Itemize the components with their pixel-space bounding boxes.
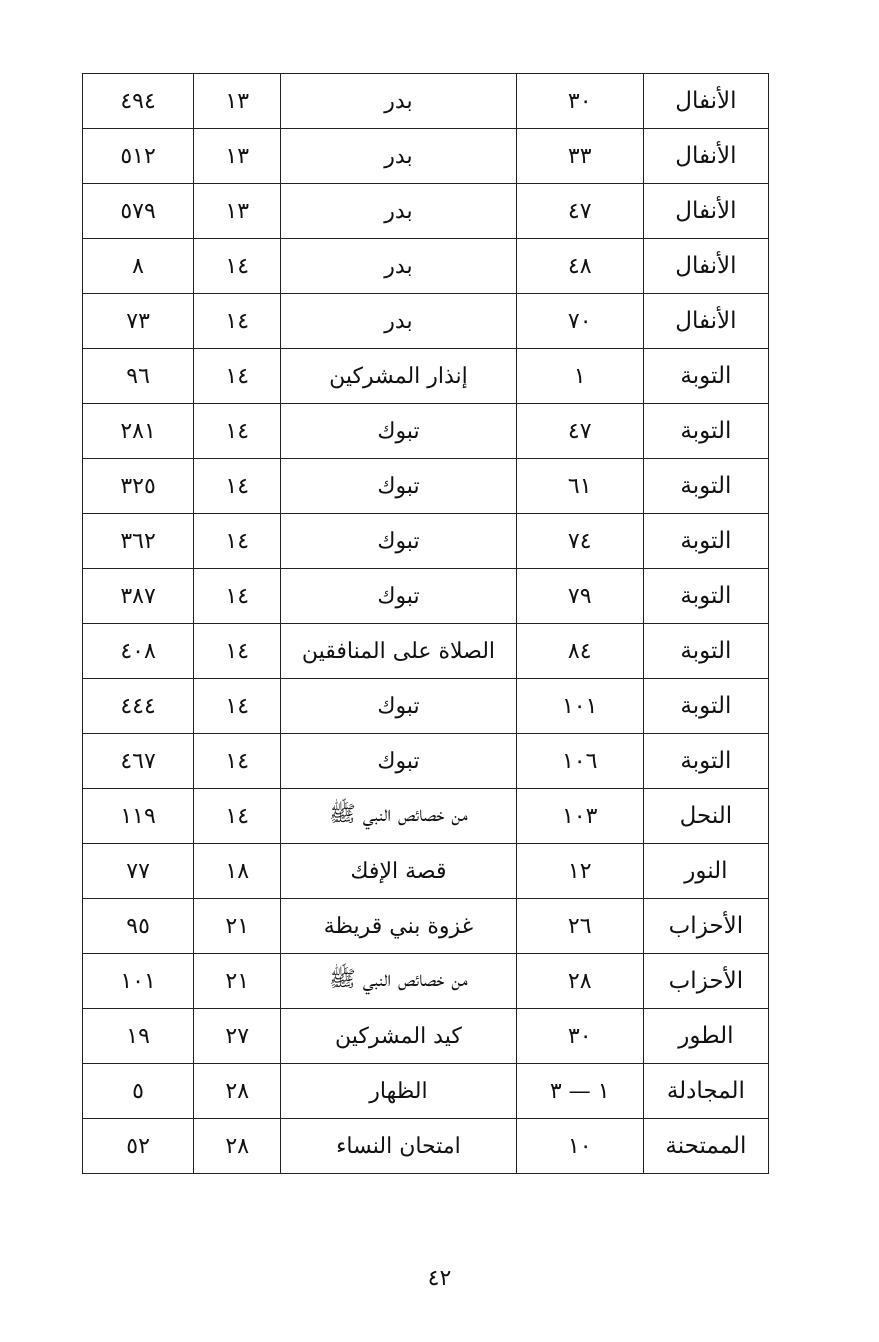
table-row (83, 239, 769, 294)
part-cell: ١٤ (194, 679, 281, 734)
surah-cell: التوبة (643, 569, 768, 624)
table-row (83, 734, 769, 789)
verse-cell: ١٠٦ (516, 734, 643, 789)
table-row (83, 789, 769, 844)
verse-cell: ٤٧ (516, 404, 643, 459)
verse-cell: ١٠٣ (516, 789, 643, 844)
surah-cell: الأنفال (643, 74, 768, 129)
surah-cell: التوبة (643, 349, 768, 404)
event-cell: تبوك (281, 404, 516, 459)
table-row (83, 349, 769, 404)
part-cell: ١٨ (194, 844, 281, 899)
page-cell: ٧٣ (83, 294, 194, 349)
event-cell: تبوك (281, 569, 516, 624)
verse-cell: ٨٤ (516, 624, 643, 679)
surah-cell: التوبة (643, 734, 768, 789)
surah-cell: المجادلة (643, 1064, 768, 1119)
table-row (83, 569, 769, 624)
page-cell: ٣٢٥ (83, 459, 194, 514)
surah-cell: التوبة (643, 624, 768, 679)
event-cell: امتحان النساء (281, 1119, 516, 1174)
index-table (82, 73, 769, 1174)
surah-cell: التوبة (643, 514, 768, 569)
event-cell: الصلاة على المنافقين (281, 624, 516, 679)
event-cell: إنذار المشركين (281, 349, 516, 404)
event-cell: تبوك (281, 679, 516, 734)
surah-cell: الممتحنة (643, 1119, 768, 1174)
verse-cell: ١٠ (516, 1119, 643, 1174)
verse-cell: ٧٩ (516, 569, 643, 624)
page-cell: ٢٨١ (83, 404, 194, 459)
part-cell: ٢٨ (194, 1064, 281, 1119)
verse-cell: ٧٠ (516, 294, 643, 349)
verse-cell: ١٢ (516, 844, 643, 899)
table-row (83, 954, 769, 1009)
table-row (83, 129, 769, 184)
part-cell: ١٤ (194, 569, 281, 624)
page-cell: ٩٥ (83, 899, 194, 954)
verse-cell: ٣٠ (516, 74, 643, 129)
event-cell: بدر (281, 294, 516, 349)
part-cell: ١٤ (194, 624, 281, 679)
verse-cell: ٣٠ (516, 1009, 643, 1064)
part-cell: ١٤ (194, 734, 281, 789)
page-cell: ٩٦ (83, 349, 194, 404)
event-cell: بدر (281, 129, 516, 184)
surah-cell: النحل (643, 789, 768, 844)
table-row (83, 844, 769, 899)
verse-cell: ٤٧ (516, 184, 643, 239)
surah-cell: الأنفال (643, 294, 768, 349)
part-cell: ١٤ (194, 239, 281, 294)
verse-cell: ٣٣ (516, 129, 643, 184)
surah-cell: الأحزاب (643, 899, 768, 954)
table-row (83, 679, 769, 734)
part-cell: ١٣ (194, 129, 281, 184)
event-cell: تبوك (281, 459, 516, 514)
event-cell: بدر (281, 239, 516, 294)
table-row (83, 74, 769, 129)
page-cell: ٤٠٨ (83, 624, 194, 679)
page-cell: ٥١٢ (83, 129, 194, 184)
table-row (83, 404, 769, 459)
table-row (83, 294, 769, 349)
verse-cell: ٤٨ (516, 239, 643, 294)
table-row (83, 184, 769, 239)
page-cell: ٧٧ (83, 844, 194, 899)
surah-cell: النور (643, 844, 768, 899)
page-cell: ٥٧٩ (83, 184, 194, 239)
part-cell: ٢٨ (194, 1119, 281, 1174)
table-row (83, 899, 769, 954)
table-row (83, 514, 769, 569)
event-cell: كيد المشركين (281, 1009, 516, 1064)
table-row (83, 1009, 769, 1064)
event-cell: غزوة بني قريظة (281, 899, 516, 954)
table-row (83, 459, 769, 514)
verse-cell: ١ (516, 349, 643, 404)
part-cell: ٢١ (194, 899, 281, 954)
event-cell: تبوك (281, 514, 516, 569)
part-cell: ١٤ (194, 789, 281, 844)
part-cell: ١٤ (194, 514, 281, 569)
event-cell: تبوك (281, 734, 516, 789)
surah-cell: الأنفال (643, 184, 768, 239)
table-body (83, 74, 769, 1174)
event-cell: من خصائص النبي ﷺ (281, 789, 516, 844)
page-cell: ٣٦٢ (83, 514, 194, 569)
verse-cell: ٢٨ (516, 954, 643, 1009)
part-cell: ١٣ (194, 74, 281, 129)
page-number: ٤٢ (427, 1266, 452, 1291)
event-cell: قصة الإفك (281, 844, 516, 899)
verse-cell: ٦١ (516, 459, 643, 514)
surah-cell: التوبة (643, 459, 768, 514)
verse-cell: ١ — ٣ (516, 1064, 643, 1119)
table-row (83, 624, 769, 679)
page-cell: ١١٩ (83, 789, 194, 844)
part-cell: ١٤ (194, 404, 281, 459)
surah-cell: الأنفال (643, 129, 768, 184)
verse-cell: ١٠١ (516, 679, 643, 734)
surah-cell: الطور (643, 1009, 768, 1064)
page-cell: ٣٨٧ (83, 569, 194, 624)
event-cell: من خصائص النبي ﷺ (281, 954, 516, 1009)
surah-cell: الأنفال (643, 239, 768, 294)
part-cell: ١٣ (194, 184, 281, 239)
part-cell: ٢١ (194, 954, 281, 1009)
verse-cell: ٧٤ (516, 514, 643, 569)
page-cell: ٤٤٤ (83, 679, 194, 734)
surah-cell: الأحزاب (643, 954, 768, 1009)
surah-cell: التوبة (643, 679, 768, 734)
part-cell: ١٤ (194, 294, 281, 349)
surah-cell: التوبة (643, 404, 768, 459)
part-cell: ٢٧ (194, 1009, 281, 1064)
page-cell: ٥٢ (83, 1119, 194, 1174)
page-cell: ٤٦٧ (83, 734, 194, 789)
part-cell: ١٤ (194, 459, 281, 514)
verse-cell: ٢٦ (516, 899, 643, 954)
event-cell: الظهار (281, 1064, 516, 1119)
page-cell: ١٠١ (83, 954, 194, 1009)
page-cell: ١٩ (83, 1009, 194, 1064)
event-cell: بدر (281, 74, 516, 129)
event-cell: بدر (281, 184, 516, 239)
page-cell: ٥ (83, 1064, 194, 1119)
page-cell: ٨ (83, 239, 194, 294)
table-row (83, 1064, 769, 1119)
page-cell: ٤٩٤ (83, 74, 194, 129)
table-row (83, 1119, 769, 1174)
part-cell: ١٤ (194, 349, 281, 404)
